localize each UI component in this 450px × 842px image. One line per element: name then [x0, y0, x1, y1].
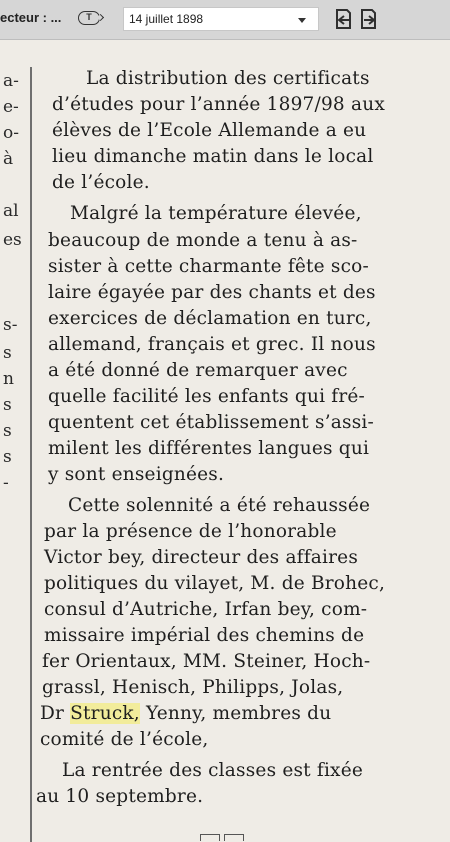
article-line: quelle facilité les enfants qui fré- [48, 386, 365, 407]
left-column-fragments [0, 40, 22, 842]
search-highlight[interactable]: Struck, [70, 703, 140, 724]
fragment: a- [3, 71, 19, 91]
article-line: par la présence de l’honorable [44, 521, 337, 542]
fragment: es [3, 230, 22, 250]
article-line: au 10 septembre. [36, 786, 204, 807]
article-line: y sont enseignées. [48, 464, 225, 485]
fragment: s [3, 421, 12, 441]
text-mode-icon[interactable]: T [78, 11, 100, 25]
column-divider [30, 67, 32, 842]
article-line: élèves de l’Ecole Allemande a eu [52, 120, 367, 141]
line-suffix: Yenny, membres du [139, 703, 332, 724]
newspaper-page[interactable] [0, 40, 450, 842]
article-line: de l’école. [52, 172, 150, 193]
fragment: à [3, 149, 14, 169]
fragment: s [3, 395, 12, 415]
article-line: La rentrée des classes est fixée [62, 760, 363, 781]
article-line: La distribution des certificats [86, 68, 370, 89]
article-line: quentent cet établissement s’assi- [48, 412, 374, 433]
article-line: grassl, Henisch, Philipps, Jolas, [42, 677, 344, 698]
article-line: Cette solennité a été rehaussée [68, 495, 371, 516]
article-line: politiques du vilayet, M. de Brohec, [44, 573, 386, 594]
reader-label[interactable]: ecteur : ... [0, 10, 62, 25]
article-line: comité de l’école, [40, 729, 209, 750]
article-line: Malgré la température élevée, [70, 203, 362, 224]
fragment: o- [3, 123, 19, 143]
fragment: - [3, 473, 9, 493]
article-line: missaire impérial des chemins de [44, 625, 365, 646]
article-line: fer Orientaux, MM. Steiner, Hoch- [42, 651, 371, 672]
fragment: s [3, 447, 12, 467]
fragment: al [3, 201, 19, 221]
article-line: beaucoup de monde a tenu à as- [48, 230, 358, 251]
chevron-down-icon [298, 18, 306, 23]
article-line: laire égayée par des chants et des [48, 282, 376, 303]
article-line: milent les différentes langues qui [48, 438, 370, 459]
article-line: exercices de déclamation en turc, [48, 308, 372, 329]
article-line: lieu dimanche matin dans le local [52, 146, 374, 167]
article-line: a été donné de remarquer avec [48, 360, 348, 381]
toolbar [0, 0, 450, 40]
article-line [40, 703, 331, 724]
article-line: Victor bey, directeur des affaires [44, 547, 359, 568]
fragment: e- [3, 97, 19, 117]
fragment: s [3, 343, 12, 363]
article-line: d’études pour l’année 1897/98 aux [52, 94, 385, 115]
article-line: consul d’Autriche, Irfan bey, com- [44, 599, 368, 620]
article-line: allemand, français et grec. Il nous [48, 334, 376, 355]
date-select[interactable] [123, 7, 319, 31]
next-issue-icon[interactable] [358, 7, 382, 31]
line-prefix: Dr [40, 703, 71, 724]
ornament-divider [200, 834, 250, 842]
date-value: 14 juillet 1898 [129, 12, 204, 26]
article-line: sister à cette charmante fête sco- [48, 256, 369, 277]
fragment: s- [3, 315, 18, 335]
fragment: n [3, 369, 14, 389]
previous-issue-icon[interactable] [330, 7, 354, 31]
